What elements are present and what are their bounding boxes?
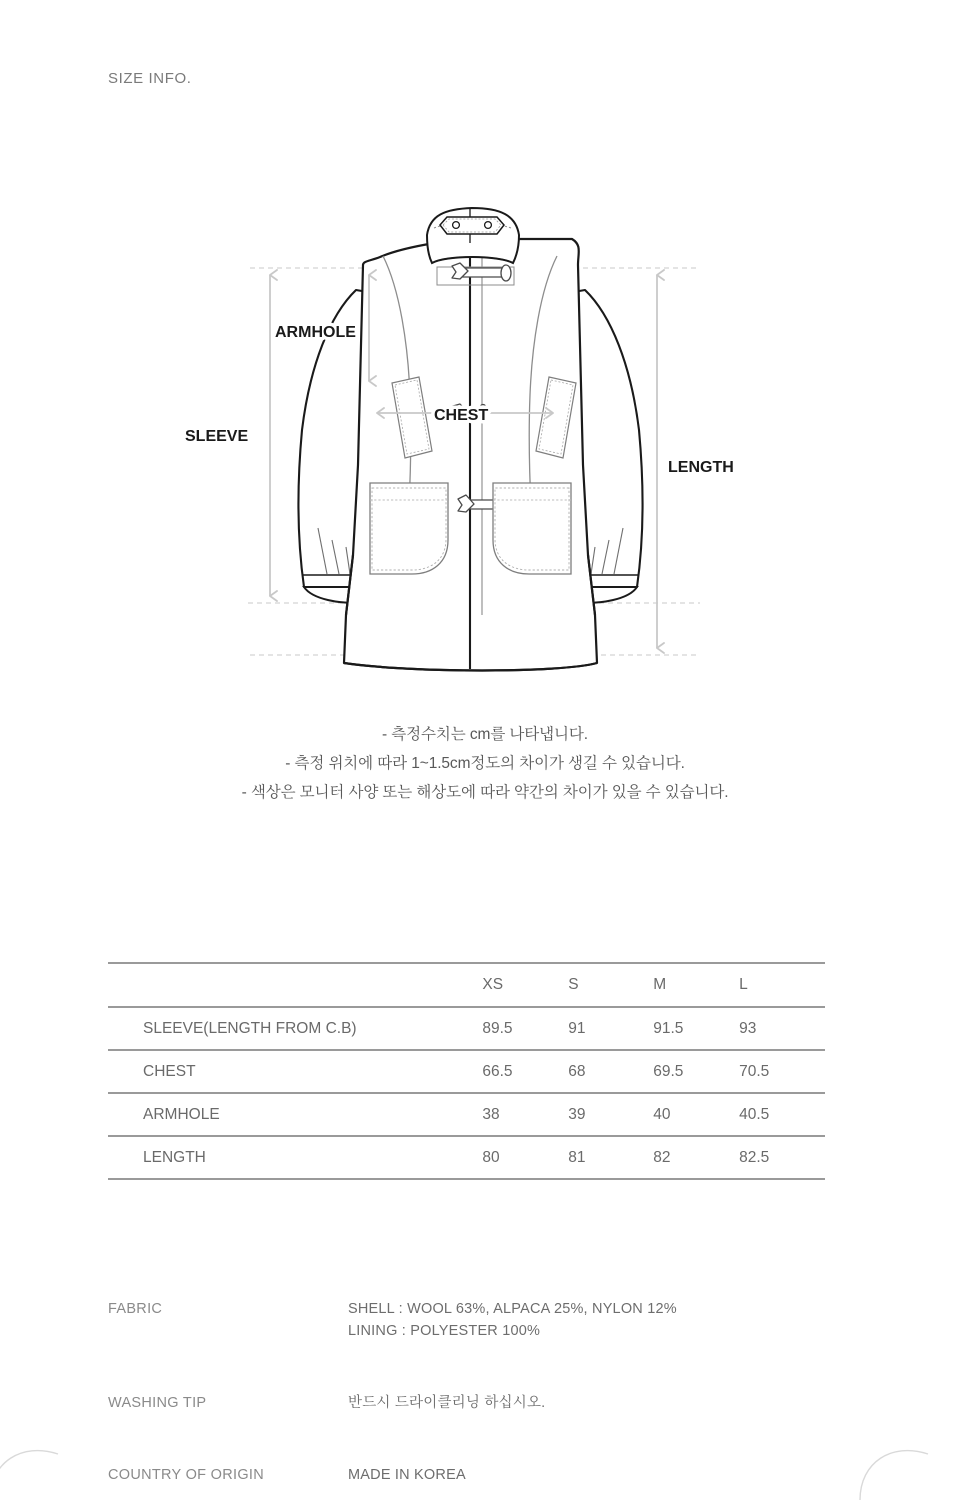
column-header-l: L [739,963,825,1007]
row-label: CHEST [108,1050,482,1093]
row-label: SLEEVE(LENGTH FROM C.B) [108,1007,482,1050]
row-value: 89.5 [482,1007,568,1050]
patch-pocket-right [493,483,571,574]
info-description [348,1464,466,1486]
row-value: 40.5 [739,1093,825,1136]
sleeve-label: SLEEVE [185,428,249,445]
info-term: FABRIC [108,1301,163,1317]
info-term: WASHING TIP [108,1395,207,1411]
table-row [108,1050,825,1093]
row-value: 39 [568,1093,653,1136]
size-table [108,962,825,1180]
row-value: 82 [653,1136,739,1179]
note-line: - 색상은 모니터 사양 또는 해상도에 따라 약간의 차이가 있을 수 있습니다. [241,784,729,801]
row-value: 93 [739,1007,825,1050]
note-line: - 측정수치는 cm를 나타냅니다. [382,726,588,743]
column-header-xs: XS [482,963,568,1007]
info-description-line: LINING : POLYESTER 100% [348,1323,541,1339]
info-description [348,1298,677,1342]
measurement-notes [0,720,970,807]
chest-label: CHEST [434,407,489,424]
row-value: 81 [568,1136,653,1179]
info-description [348,1392,545,1414]
armhole-label: ARMHOLE [275,324,356,341]
info-term: COUNTRY OF ORIGIN [108,1467,265,1483]
row-value: 68 [568,1050,653,1093]
row-value: 91.5 [653,1007,739,1050]
garment-technical-drawing [0,195,970,695]
row-value: 91 [568,1007,653,1050]
page-title: SIZE INFO. [108,70,192,87]
column-header-blank [108,963,482,1007]
row-label: ARMHOLE [108,1093,482,1136]
table-row [108,1093,825,1136]
table-header-row [108,963,825,1007]
table-row [108,1136,825,1179]
info-row-washing-tip [108,1392,868,1414]
note-line: - 측정 위치에 따라 1~1.5cm정도의 차이가 생길 수 있습니다. [285,755,685,772]
row-value: 70.5 [739,1050,825,1093]
row-value: 66.5 [482,1050,568,1093]
column-header-m: M [653,963,739,1007]
table-row [108,1007,825,1050]
row-value: 69.5 [653,1050,739,1093]
collar [427,208,519,263]
patch-pocket-left [370,483,448,574]
row-value: 38 [482,1093,568,1136]
length-label: LENGTH [668,459,734,476]
info-description-line: SHELL : WOOL 63%, ALPACA 25%, NYLON 12% [348,1301,677,1317]
info-row-fabric [108,1298,868,1342]
garment-body [298,208,642,671]
row-value: 82.5 [739,1136,825,1179]
row-value: 40 [653,1093,739,1136]
row-label: LENGTH [108,1136,482,1179]
info-description-line: MADE IN KOREA [348,1467,466,1483]
size-diagram [0,195,970,695]
product-info-list [108,1298,868,1486]
row-value: 80 [482,1136,568,1179]
info-description-line: 반드시 드라이클리닝 하십시오. [348,1395,546,1411]
info-row-country-of-origin [108,1464,868,1486]
column-header-s: S [568,963,653,1007]
